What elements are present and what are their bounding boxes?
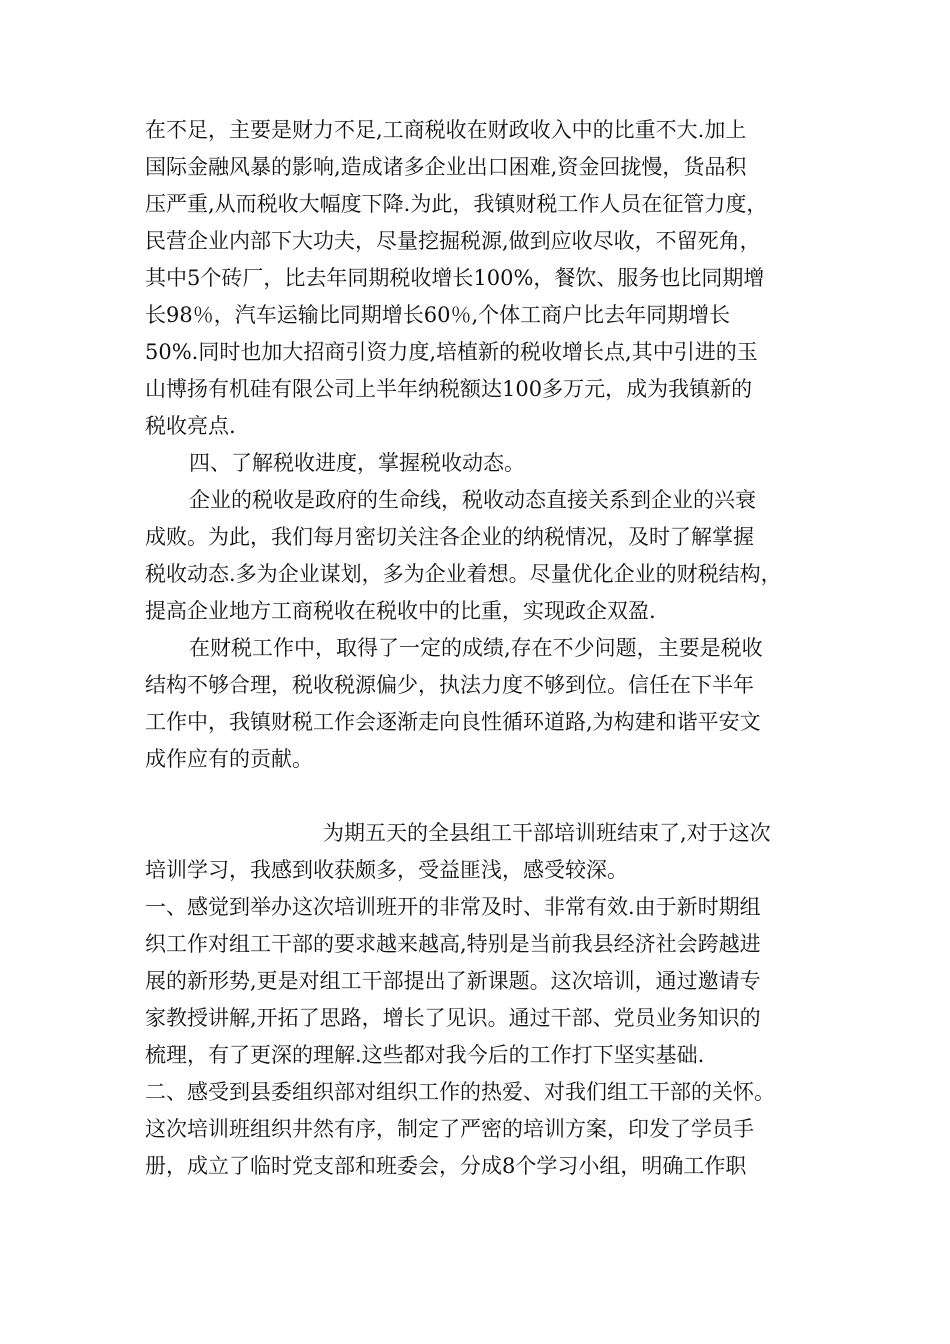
text-line: 培训学习，我感到收获颇多，受益匪浅，感受较深。	[145, 858, 628, 882]
text-line: 50%.同时也加大招商引资力度,培植新的税收增长点,其中引进的玉	[145, 340, 758, 364]
text-line: 税收亮点.	[145, 414, 236, 438]
paragraph-tax-dynamics	[145, 482, 825, 630]
text-line: 山博扬有机硅有限公司上半年纳税额达100多万元，成为我镇新的	[145, 377, 753, 401]
text-line: 提高企业地方工商税收在税收中的比重，实现政企双盈.	[145, 599, 656, 623]
text-line: 企业的税收是政府的生命线，税收动态直接关系到企业的兴衰	[189, 488, 756, 512]
paragraph-tax-revenue	[145, 112, 825, 445]
text-line: 民营企业内部下大功夫，尽量挖掘税源,做到应收尽收，不留死角，	[145, 229, 761, 253]
paragraph-training	[145, 815, 825, 1185]
text-line: 成败。为此，我们每月密切关注各企业的纳税情况，及时了解掌握	[145, 525, 754, 549]
text-line: 织工作对组工干部的要求越来越高,特别是当前我县经济社会跨越进	[145, 932, 761, 956]
text-line: 家教授讲解,开拓了思路，增长了见识。通过干部、党员业务知识的	[145, 1006, 761, 1030]
text-line: 长98％，汽车运输比同期增长60％,个体工商户比去年同期增长	[145, 303, 731, 327]
text-line: 成作应有的贡献。	[145, 747, 313, 771]
paragraph-summary	[145, 630, 825, 778]
text-line: 为期五天的全县组工干部培训班结束了,对于这次	[323, 821, 771, 845]
text-line: 税收动态.多为企业谋划，多为企业着想。尽量优化企业的财税结构，	[145, 562, 782, 586]
text-line: 二、感受到县委组织部对组织工作的热爱、对我们组工干部的关怀。	[145, 1080, 775, 1104]
section-heading-4	[145, 445, 825, 482]
heading-text: 四、了解税收进度，掌握税收动态。	[189, 451, 525, 475]
text-line: 梳理，有了更深的理解.这些都对我今后的工作打下坚实基础.	[145, 1043, 705, 1067]
text-line: 国际金融风暴的影响,造成诸多企业出口困难,资金回拢慢，货品积	[145, 155, 747, 179]
text-line: 在财税工作中，取得了一定的成绩,存在不少问题，主要是税收	[189, 636, 763, 660]
text-line: 压严重,从而税收大幅度下降.为此，我镇财税工作人员在征管力度，	[145, 192, 768, 216]
text-line: 结构不够合理，税收税源偏少，执法力度不够到位。信任在下半年	[145, 673, 754, 697]
text-line: 一、感觉到举办这次培训班开的非常及时、非常有效.由于新时期组	[145, 895, 761, 919]
text-line: 册，成立了临时党支部和班委会，分成8个学习小组，明确工作职	[145, 1154, 747, 1178]
text-line: 在不足，主要是财力不足,工商税收在财政收入中的比重不大.加上	[145, 118, 747, 142]
text-line: 这次培训班组织井然有序，制定了严密的培训方案，印发了学员手	[145, 1117, 754, 1141]
text-line: 展的新形势,更是对组工干部提出了新课题。这次培训，通过邀请专	[145, 969, 761, 993]
text-line: 其中5个砖厂，比去年同期税收增长100%，餐饮、服务也比同期增	[145, 266, 765, 290]
text-line: 工作中，我镇财税工作会逐渐走向良性循环道路,为构建和谐平安文	[145, 710, 761, 734]
